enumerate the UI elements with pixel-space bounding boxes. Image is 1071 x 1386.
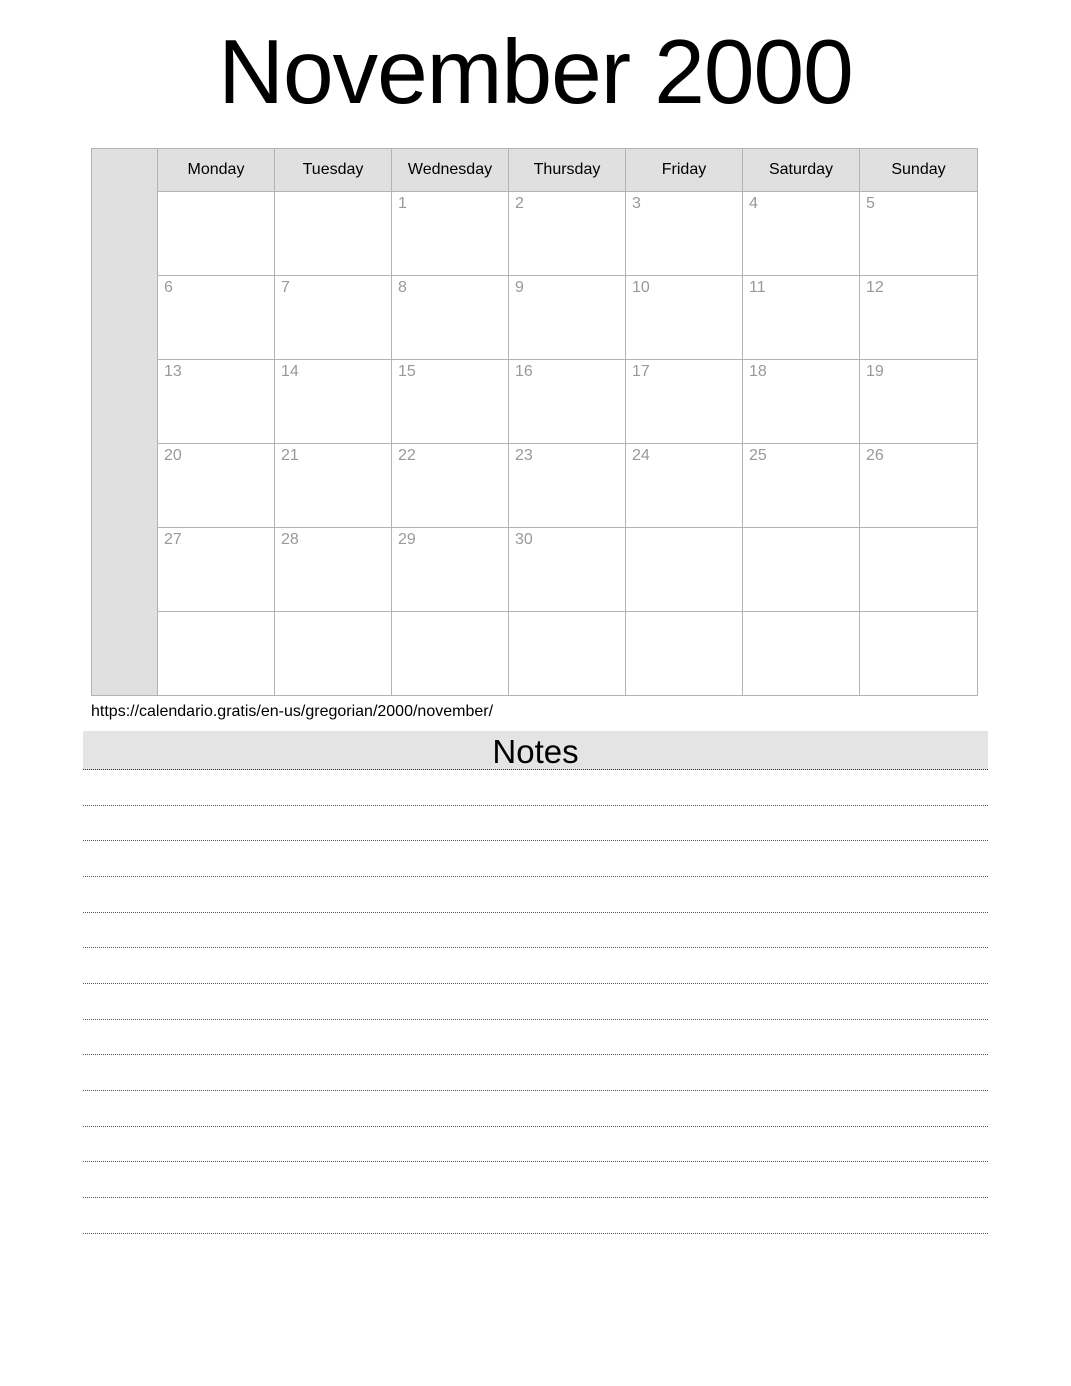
date-cell: 26 [860, 443, 978, 527]
week-row [92, 443, 978, 527]
date-cell: 29 [392, 527, 509, 611]
date-cell: 20 [158, 443, 275, 527]
source-url[interactable]: https://calendario.gratis/en-us/gregorian/2000/november/ [91, 702, 494, 720]
date-cell: 6 [158, 275, 275, 359]
notes-line [83, 1127, 988, 1163]
date-cell: 18 [743, 359, 860, 443]
date-cell: 25 [743, 443, 860, 527]
notes-line [83, 1162, 988, 1198]
page-title: November 2000 [218, 22, 853, 123]
notes-line [83, 913, 988, 949]
date-cell: 8 [392, 275, 509, 359]
day-header-friday: Friday [626, 148, 743, 191]
notes-section [83, 731, 988, 1234]
day-header-row [92, 148, 978, 191]
date-cell: 11 [743, 275, 860, 359]
date-cell [509, 611, 626, 695]
date-cell [860, 611, 978, 695]
week-row [92, 359, 978, 443]
notes-line [83, 1055, 988, 1091]
date-cell [860, 527, 978, 611]
notes-line [83, 1091, 988, 1127]
calendar-container [91, 148, 1071, 696]
week-row [92, 527, 978, 611]
date-cell: 21 [275, 443, 392, 527]
day-header-thursday: Thursday [509, 148, 626, 191]
date-cell [743, 527, 860, 611]
date-cell: 16 [509, 359, 626, 443]
date-cell: 12 [860, 275, 978, 359]
week-number-gutter [92, 148, 158, 695]
date-cell [158, 191, 275, 275]
date-cell: 4 [743, 191, 860, 275]
date-cell: 27 [158, 527, 275, 611]
date-cell: 19 [860, 359, 978, 443]
day-header-saturday: Saturday [743, 148, 860, 191]
date-cell: 15 [392, 359, 509, 443]
date-cell [743, 611, 860, 695]
date-cell: 13 [158, 359, 275, 443]
date-cell: 14 [275, 359, 392, 443]
day-header-sunday: Sunday [860, 148, 978, 191]
date-cell [626, 611, 743, 695]
week-row [92, 275, 978, 359]
date-cell [275, 191, 392, 275]
date-cell: 1 [392, 191, 509, 275]
date-cell [158, 611, 275, 695]
notes-line [83, 877, 988, 913]
date-cell: 3 [626, 191, 743, 275]
notes-title: Notes [492, 732, 579, 770]
date-cell: 5 [860, 191, 978, 275]
date-cell: 22 [392, 443, 509, 527]
day-header-monday: Monday [158, 148, 275, 191]
notes-line [83, 1198, 988, 1234]
date-cell: 2 [509, 191, 626, 275]
notes-line [83, 1020, 988, 1056]
date-cell [626, 527, 743, 611]
day-header-wednesday: Wednesday [392, 148, 509, 191]
week-row [92, 191, 978, 275]
calendar-table [91, 148, 978, 696]
date-cell: 17 [626, 359, 743, 443]
notes-header [83, 731, 988, 770]
date-cell: 24 [626, 443, 743, 527]
day-header-tuesday: Tuesday [275, 148, 392, 191]
date-cell [392, 611, 509, 695]
notes-line [83, 806, 988, 842]
date-cell: 7 [275, 275, 392, 359]
date-cell [275, 611, 392, 695]
date-cell: 28 [275, 527, 392, 611]
date-cell: 30 [509, 527, 626, 611]
week-row [92, 611, 978, 695]
notes-line [83, 948, 988, 984]
notes-line [83, 770, 988, 806]
notes-lines [83, 770, 988, 1234]
date-cell: 23 [509, 443, 626, 527]
notes-line [83, 984, 988, 1020]
notes-line [83, 841, 988, 877]
date-cell: 10 [626, 275, 743, 359]
date-cell: 9 [509, 275, 626, 359]
